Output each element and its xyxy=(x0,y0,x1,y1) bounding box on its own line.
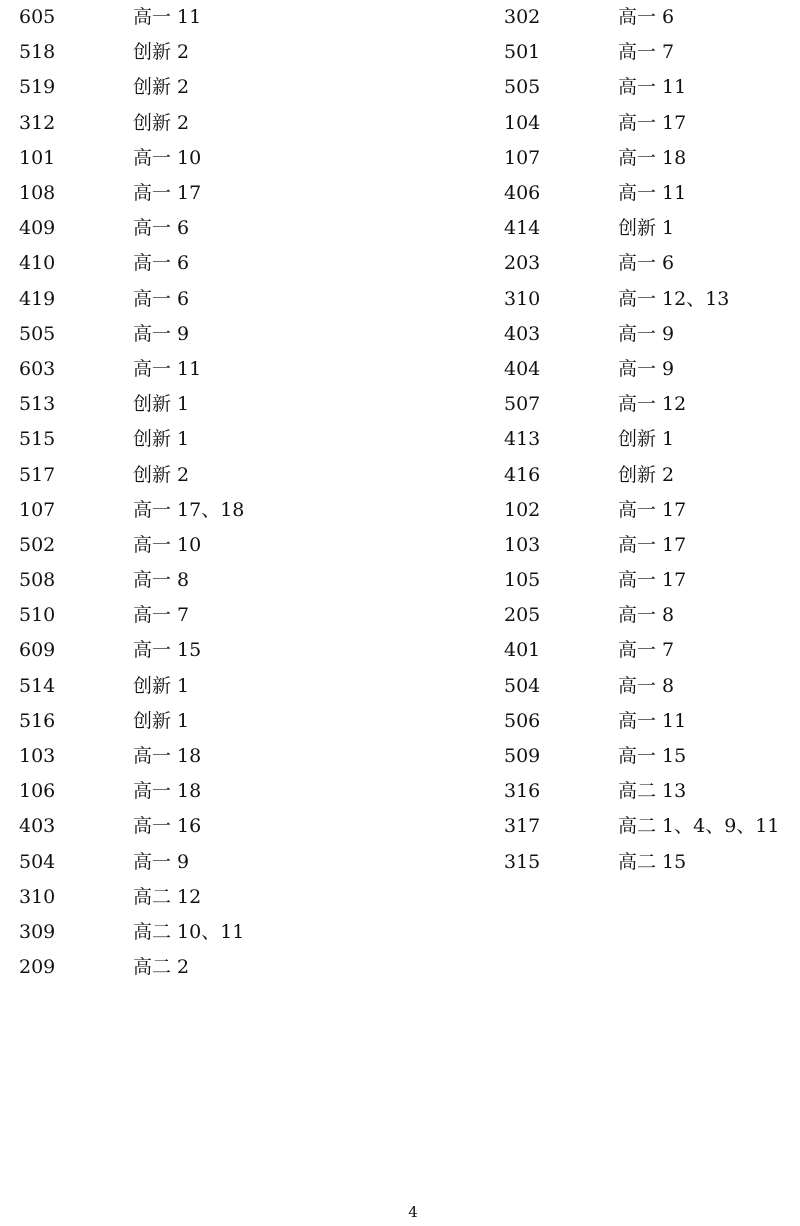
room-number: 302 xyxy=(504,6,541,29)
room-row xyxy=(19,0,244,35)
class-assignment: 高一 11 xyxy=(618,76,687,99)
class-assignment: 高一 11 xyxy=(618,709,687,732)
room-number: 406 xyxy=(504,182,541,205)
room-row xyxy=(504,352,779,387)
room-row xyxy=(504,457,779,492)
room-row xyxy=(19,809,244,844)
room-number: 205 xyxy=(504,604,541,627)
room-number: 517 xyxy=(19,463,56,486)
room-row xyxy=(19,35,244,70)
room-number: 103 xyxy=(504,533,541,556)
class-assignment: 高一 17 xyxy=(618,498,687,521)
room-row xyxy=(19,739,244,774)
room-number: 504 xyxy=(19,850,56,873)
room-row xyxy=(504,282,779,317)
class-assignment: 高一 9 xyxy=(133,322,190,345)
room-number: 401 xyxy=(504,639,541,662)
room-number: 502 xyxy=(19,533,56,556)
class-assignment: 高二 10、11 xyxy=(133,920,245,943)
class-assignment: 高一 17 xyxy=(618,111,687,134)
room-row xyxy=(504,176,779,211)
room-number: 603 xyxy=(19,357,56,380)
class-assignment: 高一 17 xyxy=(133,182,202,205)
room-row xyxy=(19,176,244,211)
room-row xyxy=(19,70,244,105)
room-number: 514 xyxy=(19,674,56,697)
page-number: 4 xyxy=(408,1203,418,1221)
room-number: 106 xyxy=(19,780,56,803)
class-assignment: 创新 1 xyxy=(133,428,190,451)
room-row xyxy=(19,633,244,668)
room-number: 103 xyxy=(19,745,56,768)
room-row xyxy=(19,880,244,915)
room-row xyxy=(19,950,244,985)
room-number: 316 xyxy=(504,780,541,803)
room-row xyxy=(504,563,779,598)
room-number: 519 xyxy=(19,76,56,99)
class-assignment: 高二 2 xyxy=(133,956,190,979)
room-row xyxy=(504,669,779,704)
room-number: 317 xyxy=(504,815,541,838)
room-number: 518 xyxy=(19,41,56,64)
class-assignment: 高一 6 xyxy=(133,217,190,240)
class-assignment: 高一 12、13 xyxy=(618,287,730,310)
room-row xyxy=(504,70,779,105)
class-assignment: 高一 8 xyxy=(618,674,675,697)
room-row xyxy=(19,246,244,281)
room-number: 416 xyxy=(504,463,541,486)
class-assignment: 高一 7 xyxy=(618,639,675,662)
room-row xyxy=(504,106,779,141)
class-assignment: 高一 16 xyxy=(133,815,202,838)
room-row xyxy=(19,282,244,317)
room-number: 312 xyxy=(19,111,56,134)
class-assignment: 高一 9 xyxy=(133,850,190,873)
class-assignment: 创新 1 xyxy=(133,674,190,697)
room-row xyxy=(504,633,779,668)
room-row xyxy=(504,387,779,422)
room-number: 315 xyxy=(504,850,541,873)
room-number: 403 xyxy=(504,322,541,345)
class-assignment: 高一 7 xyxy=(618,41,675,64)
class-assignment: 创新 1 xyxy=(133,709,190,732)
room-number: 516 xyxy=(19,709,56,732)
room-number: 509 xyxy=(504,745,541,768)
room-row xyxy=(19,598,244,633)
room-row xyxy=(19,422,244,457)
room-number: 310 xyxy=(19,885,56,908)
class-assignment: 高一 9 xyxy=(618,357,675,380)
room-number: 515 xyxy=(19,428,56,451)
room-row xyxy=(19,774,244,809)
room-row xyxy=(504,598,779,633)
class-assignment: 创新 1 xyxy=(618,217,675,240)
room-row xyxy=(504,493,779,528)
class-assignment: 高二 13 xyxy=(618,780,687,803)
room-number: 510 xyxy=(19,604,56,627)
room-number: 108 xyxy=(19,182,56,205)
class-assignment: 高一 18 xyxy=(133,745,202,768)
room-number: 508 xyxy=(19,569,56,592)
class-assignment: 高一 12 xyxy=(618,393,687,416)
class-assignment: 高一 6 xyxy=(618,6,675,29)
class-assignment: 高二 15 xyxy=(618,850,687,873)
class-assignment: 高一 15 xyxy=(618,745,687,768)
room-number: 507 xyxy=(504,393,541,416)
room-row xyxy=(19,106,244,141)
room-number: 506 xyxy=(504,709,541,732)
class-assignment: 高一 7 xyxy=(133,604,190,627)
room-number: 107 xyxy=(19,498,56,521)
room-row xyxy=(504,704,779,739)
class-assignment: 高一 10 xyxy=(133,146,202,169)
room-row xyxy=(19,704,244,739)
room-row xyxy=(504,141,779,176)
room-row xyxy=(19,845,244,880)
room-number: 105 xyxy=(504,569,541,592)
class-assignment: 高一 9 xyxy=(618,322,675,345)
class-assignment: 高一 17、18 xyxy=(133,498,245,521)
room-number: 414 xyxy=(504,217,541,240)
class-assignment: 高一 10 xyxy=(133,533,202,556)
room-row xyxy=(504,528,779,563)
room-row xyxy=(19,141,244,176)
class-assignment: 高二 1、4、9、11 xyxy=(618,815,780,838)
room-row xyxy=(504,774,779,809)
class-assignment: 高一 17 xyxy=(618,569,687,592)
room-row xyxy=(504,422,779,457)
room-number: 419 xyxy=(19,287,56,310)
class-assignment: 高一 18 xyxy=(133,780,202,803)
class-assignment: 创新 2 xyxy=(133,111,190,134)
class-assignment: 高一 11 xyxy=(618,182,687,205)
room-number: 404 xyxy=(504,357,541,380)
class-assignment: 高一 11 xyxy=(133,6,202,29)
room-number: 605 xyxy=(19,6,56,29)
room-row xyxy=(19,493,244,528)
room-row xyxy=(19,669,244,704)
right-room-list xyxy=(504,0,779,880)
room-number: 104 xyxy=(504,111,541,134)
room-number: 609 xyxy=(19,639,56,662)
room-number: 410 xyxy=(19,252,56,275)
room-row xyxy=(19,528,244,563)
room-number: 505 xyxy=(504,76,541,99)
room-number: 504 xyxy=(504,674,541,697)
class-assignment: 高一 18 xyxy=(618,146,687,169)
room-row xyxy=(19,211,244,246)
room-number: 403 xyxy=(19,815,56,838)
room-row xyxy=(504,809,779,844)
class-assignment: 高一 6 xyxy=(618,252,675,275)
class-assignment: 高一 11 xyxy=(133,357,202,380)
room-row xyxy=(504,211,779,246)
room-number: 409 xyxy=(19,217,56,240)
room-row xyxy=(19,563,244,598)
room-number: 505 xyxy=(19,322,56,345)
room-number: 413 xyxy=(504,428,541,451)
room-number: 107 xyxy=(504,146,541,169)
class-assignment: 高一 6 xyxy=(133,287,190,310)
room-number: 309 xyxy=(19,920,56,943)
class-assignment: 创新 2 xyxy=(618,463,675,486)
class-assignment: 高一 6 xyxy=(133,252,190,275)
room-number: 501 xyxy=(504,41,541,64)
room-row xyxy=(504,845,779,880)
room-number: 203 xyxy=(504,252,541,275)
class-assignment: 高一 8 xyxy=(618,604,675,627)
class-assignment: 高一 8 xyxy=(133,569,190,592)
room-number: 102 xyxy=(504,498,541,521)
room-number: 513 xyxy=(19,393,56,416)
room-row xyxy=(19,387,244,422)
room-number: 101 xyxy=(19,146,56,169)
room-row xyxy=(504,0,779,35)
class-assignment: 创新 1 xyxy=(618,428,675,451)
room-row xyxy=(504,35,779,70)
room-number: 310 xyxy=(504,287,541,310)
class-assignment: 创新 2 xyxy=(133,41,190,64)
class-assignment: 高一 15 xyxy=(133,639,202,662)
class-assignment: 创新 1 xyxy=(133,393,190,416)
room-row xyxy=(19,317,244,352)
room-row xyxy=(504,246,779,281)
room-row xyxy=(504,739,779,774)
class-assignment: 创新 2 xyxy=(133,76,190,99)
class-assignment: 创新 2 xyxy=(133,463,190,486)
room-row xyxy=(19,457,244,492)
room-number: 209 xyxy=(19,956,56,979)
class-assignment: 高二 12 xyxy=(133,885,202,908)
room-row xyxy=(504,317,779,352)
room-row xyxy=(19,352,244,387)
left-room-list xyxy=(19,0,244,985)
room-row xyxy=(19,915,244,950)
class-assignment: 高一 17 xyxy=(618,533,687,556)
